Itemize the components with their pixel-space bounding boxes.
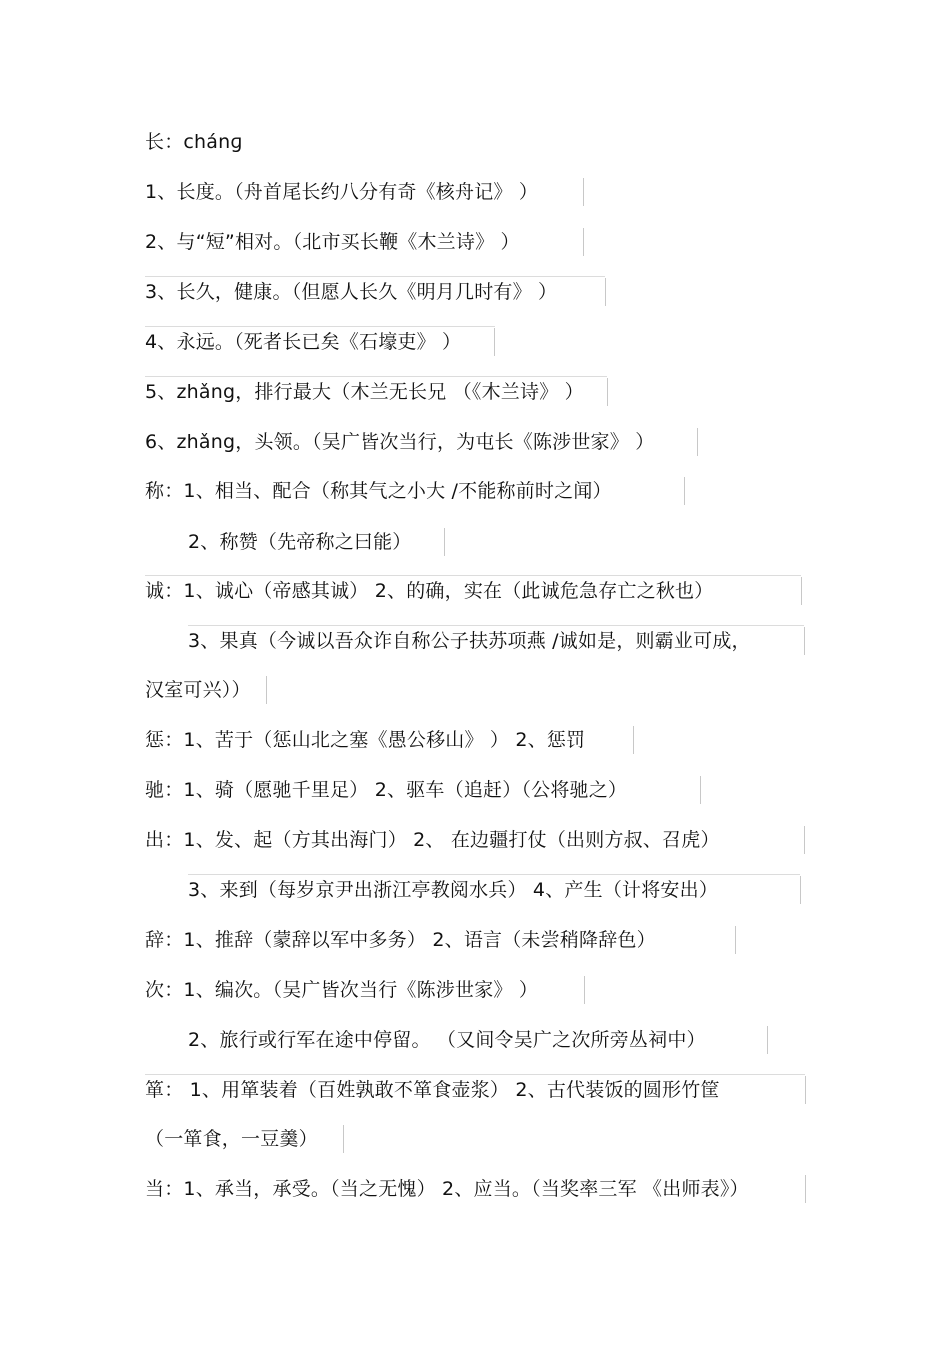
definition-line: 2、旅行或行军在途中停留。 （又间令吴广之次所旁丛祠中） <box>188 1029 706 1051</box>
definition-line: 5、zhǎng，排行最大（木兰无长兄 （《木兰诗》 ） <box>145 381 584 403</box>
divider <box>583 178 584 206</box>
divider <box>767 1026 768 1054</box>
divider <box>494 328 495 356</box>
entry-ci-order: 次：1、编次。（吴广皆次当行《陈涉世家》 ） <box>145 979 539 1001</box>
divider <box>805 1076 806 1104</box>
definition-line: 2、称赞（先帝称之曰能） <box>188 531 412 553</box>
entry-cheng-punish: 惩：1、苦于（惩山北之塞《愚公移山》 ） 2、惩罚 <box>145 729 586 751</box>
divider <box>700 776 701 804</box>
divider <box>607 378 608 406</box>
definition-line-continued: （一箪食，一豆羹） <box>145 1128 318 1150</box>
entry-cheng-sincere: 诚：1、诚心（帝感其诚） 2、的确，实在（此诚危急存亡之秋也） <box>145 580 714 602</box>
divider <box>583 228 584 256</box>
divider <box>800 876 801 904</box>
entry-dang: 当：1、承当，承受。（当之无愧） 2、应当。（当奖率三军 《出师表》） <box>145 1178 749 1200</box>
entry-heading-chang: 长：chánɡ <box>145 131 243 153</box>
definition-line: 1、长度。（舟首尾长约八分有奇《核舟记》 ） <box>145 181 539 203</box>
entry-cheng: 称：1、相当、配合（称其气之小大 /不能称前时之闻） <box>145 480 612 502</box>
divider <box>801 577 802 605</box>
divider <box>805 1175 806 1203</box>
entry-dan: 箪： 1、用箪装着（百姓孰敢不箪食壶浆） 2、古代装饭的圆形竹筐 <box>145 1079 720 1101</box>
entry-chu: 出：1、发、起（方其出海门） 2、 在边疆打仗（出则方叔、召虎） <box>145 829 720 851</box>
definition-line: 3、果真（今诚以吾众诈自称公子扶苏项燕 /诚如是，则霸业可成， <box>188 630 751 652</box>
divider <box>804 826 805 854</box>
definition-line: 3、长久，健康。（但愿人长久《明月几时有》 ） <box>145 281 558 303</box>
divider <box>735 926 736 954</box>
entry-ci-decline: 辞：1、推辞（蒙辞以军中多务） 2、语言（未尝稍降辞色） <box>145 929 656 951</box>
divider <box>633 726 634 754</box>
definition-line: 6、zhǎng，头领。（吴广皆次当行，为屯长《陈涉世家》 ） <box>145 431 655 453</box>
entry-chi: 驰：1、骑（愿驰千里足） 2、驱车（追赶）（公将驰之） <box>145 779 628 801</box>
definition-line: 2、与“短”相对。（北市买长鞭《木兰诗》 ） <box>145 231 520 253</box>
divider <box>605 278 606 306</box>
divider <box>444 528 445 556</box>
divider <box>684 477 685 505</box>
divider <box>343 1125 344 1153</box>
divider <box>266 676 267 704</box>
definition-line: 4、永远。（死者长已矣《石壕吏》 ） <box>145 331 462 353</box>
divider <box>584 976 585 1004</box>
definition-line: 3、来到（每岁京尹出浙江亭教阅水兵） 4、产生（计将安出） <box>188 879 719 901</box>
definition-line-continued: 汉室可兴）） <box>145 679 251 701</box>
divider <box>804 627 805 655</box>
divider <box>697 428 698 456</box>
